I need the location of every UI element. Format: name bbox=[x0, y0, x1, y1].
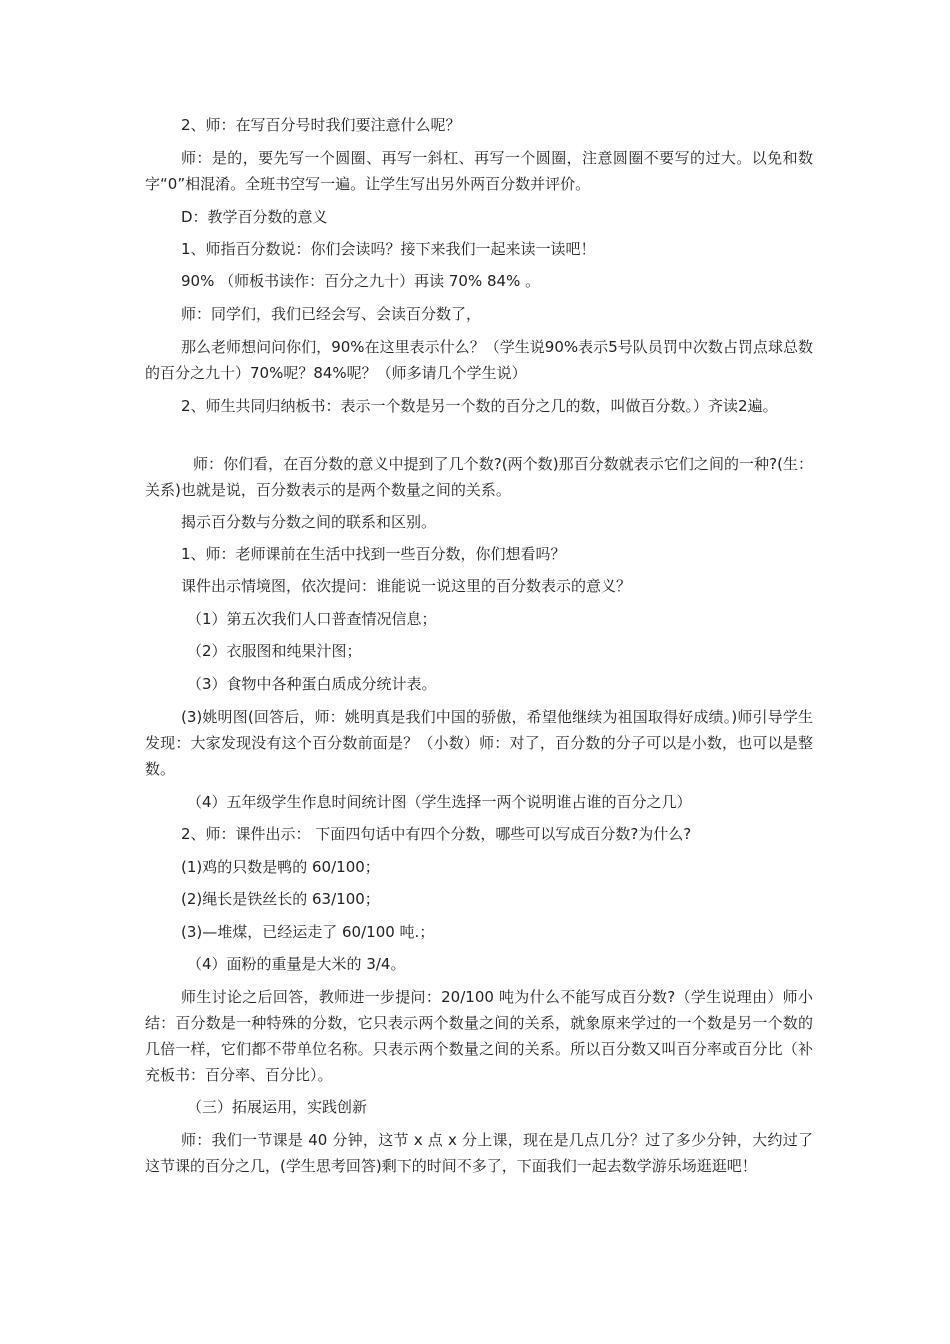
paragraph: (3)—堆煤，已经运走了 60/100 吨.； bbox=[181, 923, 435, 941]
paragraph: （4）五年级学生作息时间统计图（学生选择一两个说明谁占谁的百分之几） bbox=[187, 793, 692, 811]
paragraph: 师：你们看，在百分数的意义中提到了几个数?(两个数)那百分数就表示它们之间的一种?(生：关系)也就是说，百分数表示的是两个数量之间的关系。 bbox=[145, 455, 813, 499]
paragraph: (2)绳长是铁丝长的 63/100； bbox=[181, 890, 380, 908]
paragraph: 师：同学们，我们已经会写、会读百分数了， bbox=[181, 305, 482, 323]
paragraph: 师生讨论之后回答，教师进一步提问：20/100 吨为什么不能写成百分数?（学生说理由）师小结：百分数是一种特殊的分数，它只表示两个数量之间的关系，就象原来学过的一个数是另一个数的几倍一样，它们都不带单位名称。只表示两个数量之间的关系。所以百分数又叫百分率或百分比（补充板书：百分率、百分比）。 bbox=[145, 988, 813, 1084]
paragraph: (3)姚明图(回答后，师：姚明真是我们中国的骄傲，希望他继续为祖国取得好成绩。)师引导学生发现：大家发现没有这个百分数前面是？（小数）师：对了，百分数的分子可以是小数，也可以是整数。 bbox=[145, 708, 813, 778]
paragraph: 揭示百分数与分数之间的联系和区别。 bbox=[181, 513, 437, 531]
paragraph: 师：我们一节课是 40 分钟，这节 x 点 x 分上课，现在是几点几分？过了多少分钟，大约过了这节课的百分之几，(学生思考回答)剩下的时间不多了，下面我们一起去数学游乐场逛逛吧！ bbox=[145, 1131, 813, 1175]
paragraph: 1、师指百分数说：你们会读吗？接下来我们一起来读一读吧！ bbox=[181, 240, 596, 258]
paragraph: 2、师：在写百分号时我们要注意什么呢？ bbox=[181, 116, 461, 134]
paragraph: 1、师：老师课前在生活中找到一些百分数，你们想看吗？ bbox=[181, 545, 566, 563]
paragraph: （3）食物中各种蛋白质成分统计表。 bbox=[187, 675, 437, 693]
paragraph: (1)鸡的只数是鸭的 60/100； bbox=[181, 858, 380, 876]
paragraph: 90% （师板书读作：百分之九十）再读 70% 84% 。 bbox=[181, 272, 541, 290]
paragraph: D：教学百分数的意义 bbox=[181, 208, 328, 226]
paragraph: （2）衣服图和纯果汁图； bbox=[187, 642, 362, 660]
paragraph: （三）拓展运用，实践创新 bbox=[187, 1098, 368, 1116]
paragraph: 2、师：课件出示： 下面四句话中有四个分数，哪些可以写成百分数?为什么? bbox=[181, 825, 692, 843]
paragraph: 那么老师想问问你们，90%在这里表示什么？（学生说90%表示5号队员罚中次数占罚点球总数的百分之九十）70%呢？84%呢？（师多请几个学生说） bbox=[145, 338, 813, 382]
paragraph: 课件出示情境图，依次提问：谁能说一说这里的百分数表示的意义？ bbox=[181, 577, 632, 595]
paragraph: （4）面粉的重量是大米的 3/4。 bbox=[187, 955, 406, 973]
paragraph: （1）第五次我们人口普查情况信息； bbox=[187, 610, 437, 628]
paragraph: 师：是的，要先写一个圆圈、再写一斜杠、再写一个圆圈，注意圆圈不要写的过大。以免和数字“0”相混淆。全班书空写一遍。让学生写出另外两百分数并评价。 bbox=[145, 149, 813, 193]
paragraph: 2、师生共同归纳板书：表示一个数是另一个数的百分之几的数，叫做百分数。）齐读2遍。 bbox=[181, 397, 778, 415]
